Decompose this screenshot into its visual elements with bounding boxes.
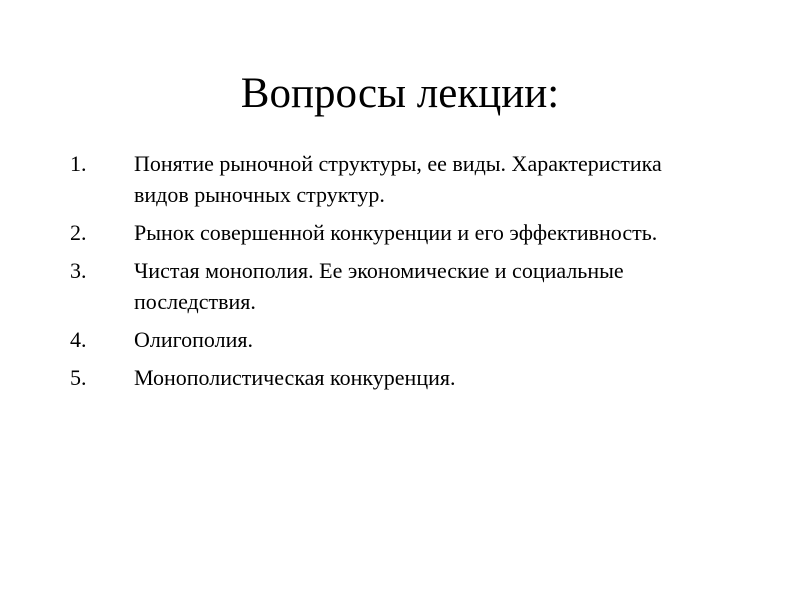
list-item-text: Понятие рыночной структуры, ее виды. Характеристика видов рыночных структур.	[134, 151, 662, 207]
list-item-text: Чистая монополия. Ее экономические и социальные последствия.	[134, 258, 624, 314]
list-item-number: 4.	[70, 327, 87, 352]
list-item	[70, 324, 710, 355]
list-item-text: Монополистическая конкуренция.	[134, 365, 456, 390]
slide-title: Вопросы лекции:	[240, 70, 560, 117]
list-item	[70, 255, 710, 317]
list-item-number: 5.	[70, 365, 87, 390]
list-item-number: 2.	[70, 220, 87, 245]
list-item-number: 3.	[70, 258, 87, 283]
list-item	[70, 362, 710, 393]
list-item	[70, 217, 710, 248]
list-item-text: Олигополия.	[134, 327, 253, 352]
list-item	[70, 148, 710, 210]
list-item-number: 1.	[70, 151, 87, 176]
lecture-questions-list	[70, 148, 710, 400]
list-item-text: Рынок совершенной конкуренции и его эффективность.	[134, 220, 658, 245]
